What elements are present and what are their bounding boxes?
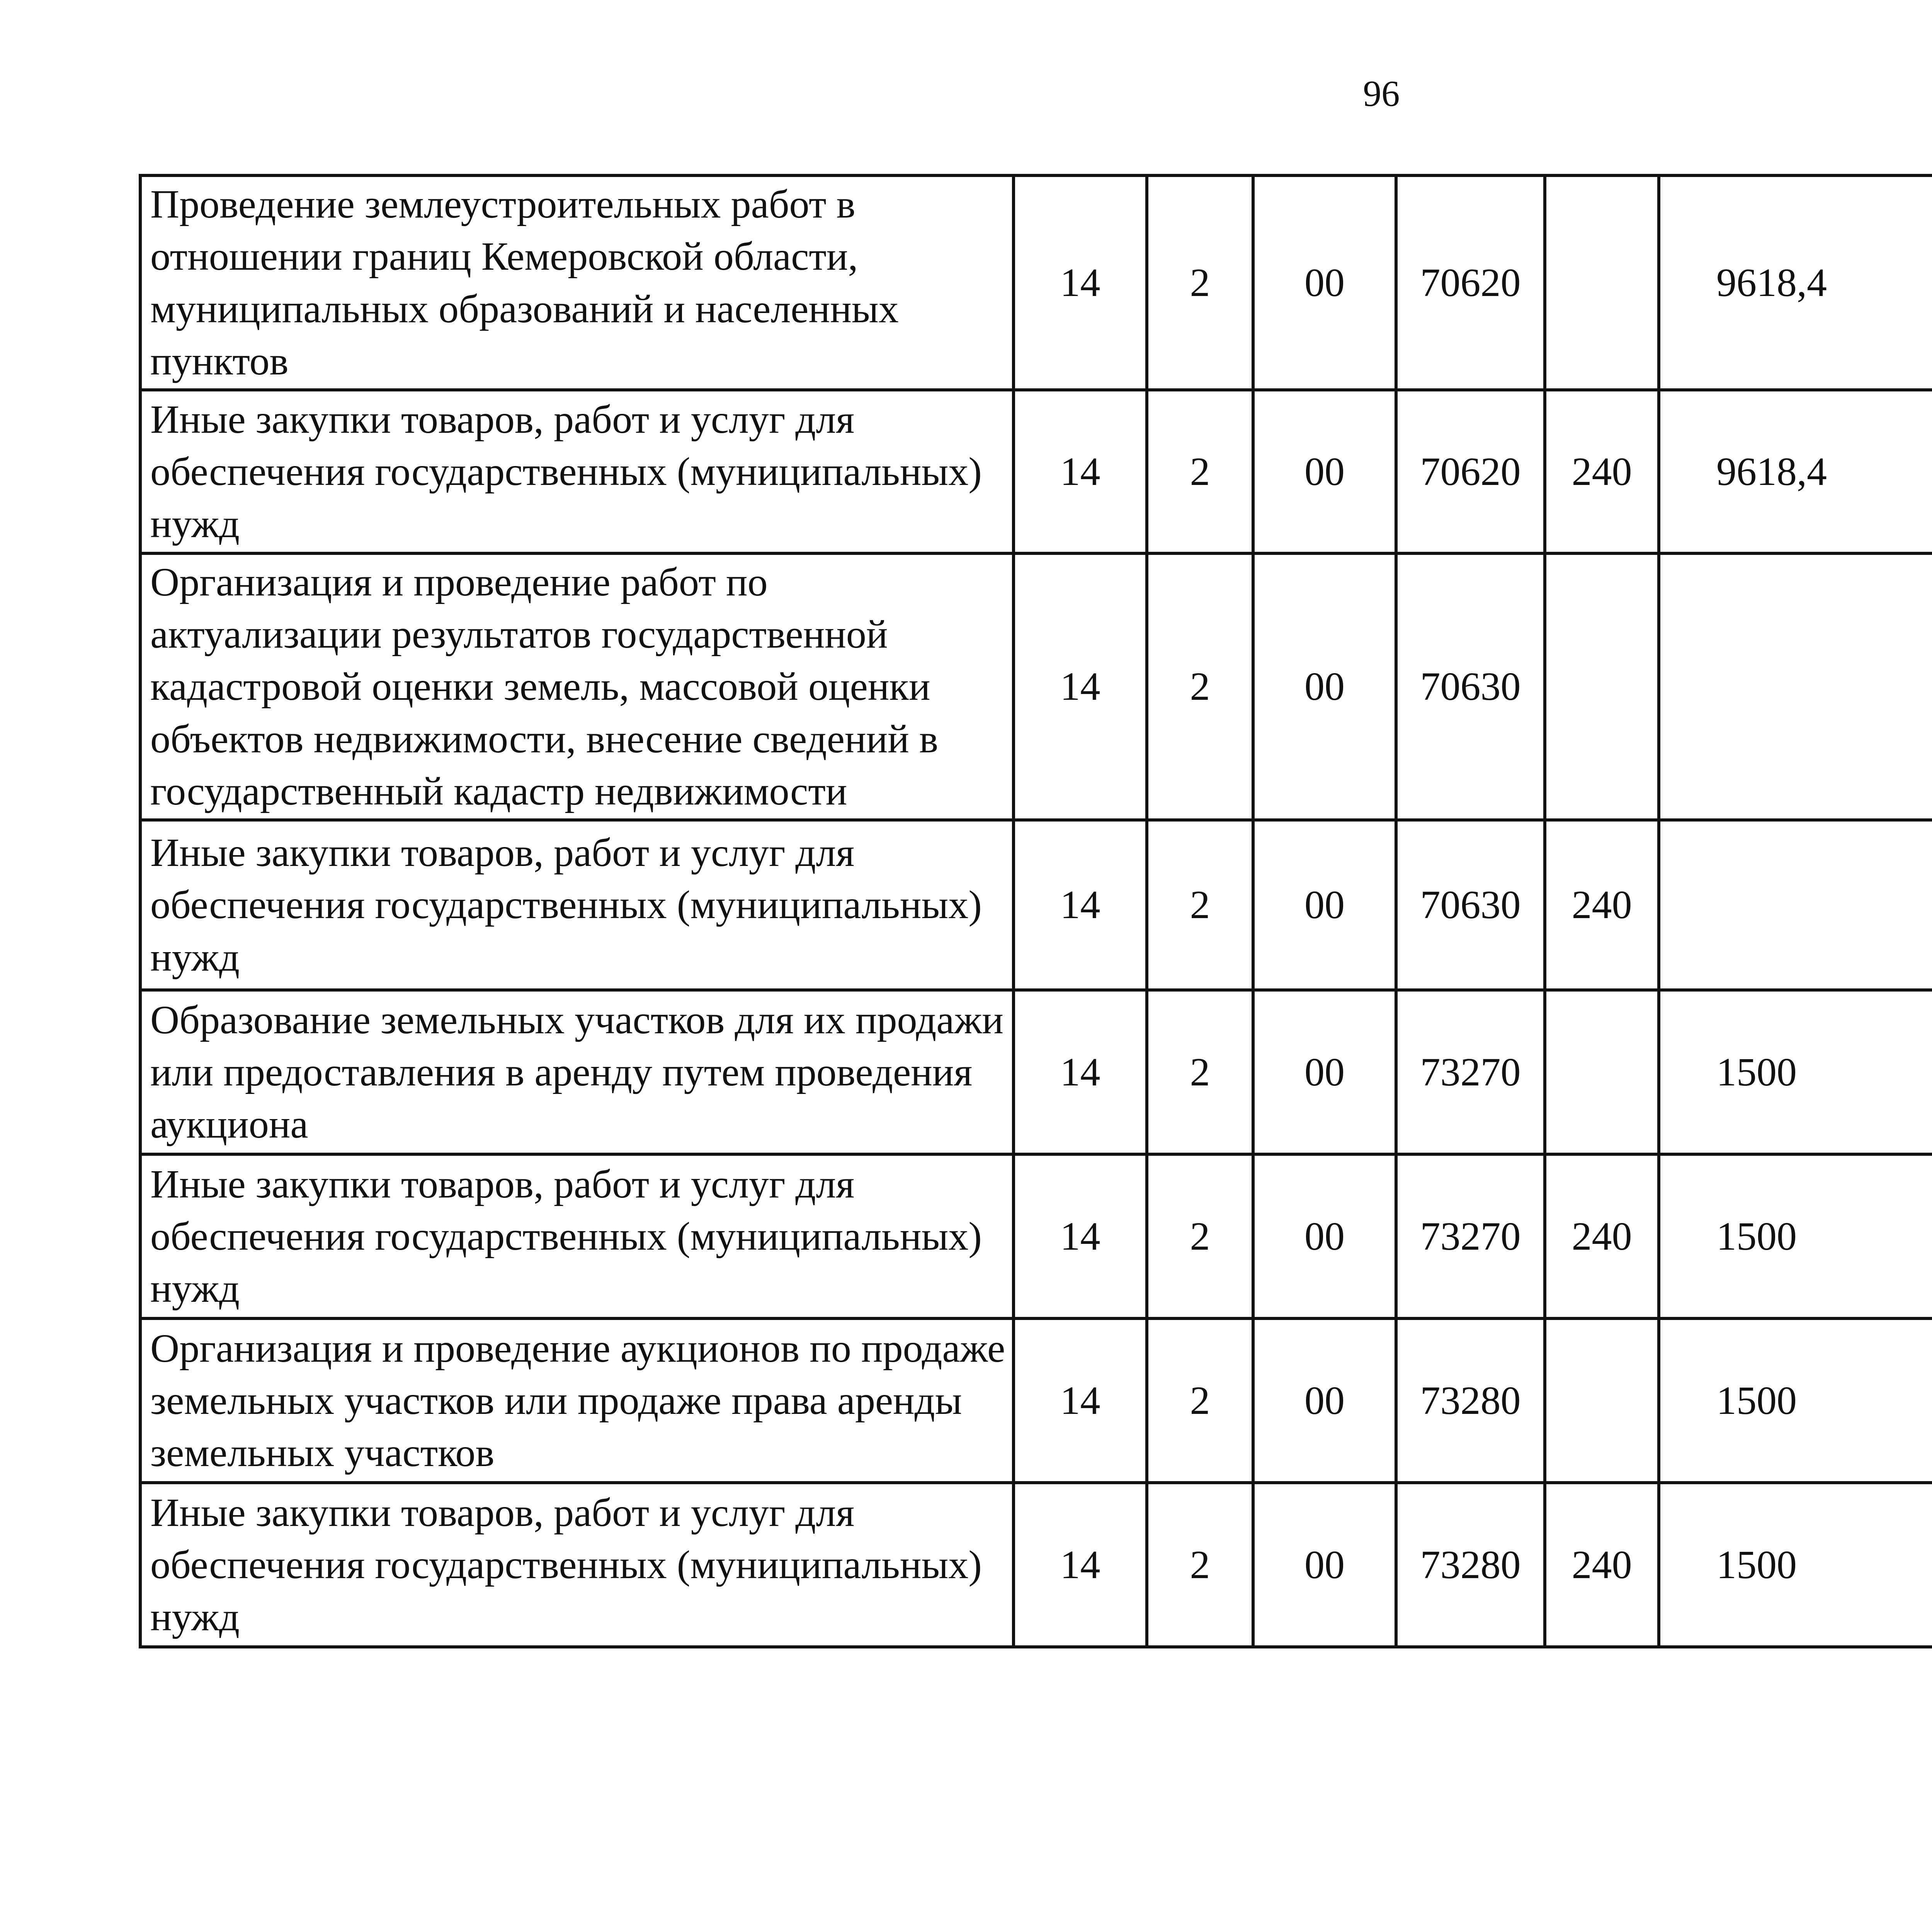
expense-type-code: 240	[1545, 820, 1659, 990]
amount-year-1: 1500	[1659, 1154, 1932, 1318]
expense-type-code: 240	[1545, 1483, 1659, 1647]
direction-code: 70620	[1396, 390, 1545, 553]
program-code: 00	[1253, 175, 1396, 390]
subsection-code: 2	[1147, 1483, 1253, 1647]
section-code: 14	[1014, 990, 1147, 1154]
section-code: 14	[1014, 820, 1147, 990]
row-description: Организация и проведение аукционов по продаже земельных участков или продаже права аренды земельных участков	[140, 1318, 1014, 1483]
program-code: 00	[1253, 553, 1396, 820]
expense-type-code: 240	[1545, 390, 1659, 553]
direction-code: 70630	[1396, 820, 1545, 990]
program-code: 00	[1253, 820, 1396, 990]
program-code: 00	[1253, 1154, 1396, 1318]
program-code: 00	[1253, 990, 1396, 1154]
table-row	[140, 990, 1932, 1154]
row-description: Образование земельных участков для их продажи или предоставления в аренду путем проведения аукциона	[140, 990, 1014, 1154]
amount-year-1: 9618,4	[1659, 390, 1932, 553]
amount-year-1	[1659, 553, 1932, 820]
subsection-code: 2	[1147, 553, 1253, 820]
table-row	[140, 820, 1932, 990]
subsection-code: 2	[1147, 820, 1253, 990]
program-code: 00	[1253, 1318, 1396, 1483]
program-code: 00	[1253, 1483, 1396, 1647]
subsection-code: 2	[1147, 990, 1253, 1154]
row-description: Иные закупки товаров, работ и услуг для обеспечения государственных (муниципальных) нужд	[140, 1154, 1014, 1318]
table-row	[140, 390, 1932, 553]
budget-table	[139, 174, 1932, 1648]
table-row	[140, 1154, 1932, 1318]
amount-year-1: 1500	[1659, 1318, 1932, 1483]
page-number: 96	[1363, 73, 1400, 114]
section-code: 14	[1014, 175, 1147, 390]
direction-code: 73270	[1396, 1154, 1545, 1318]
subsection-code: 2	[1147, 1318, 1253, 1483]
subsection-code: 2	[1147, 390, 1253, 553]
expense-type-code: 240	[1545, 1154, 1659, 1318]
direction-code: 73280	[1396, 1483, 1545, 1647]
expense-type-code	[1545, 553, 1659, 820]
section-code: 14	[1014, 1318, 1147, 1483]
amount-year-1: 9618,4	[1659, 175, 1932, 390]
row-description: Проведение землеустроительных работ в отношении границ Кемеровской области, муниципальных образований и населенных пунктов	[140, 175, 1014, 390]
row-description: Организация и проведение работ по актуализации результатов государственной кадастровой оценки земель, массовой оценки объектов недвижимости, внесение сведений в государственный кадастр недвижимости	[140, 553, 1014, 820]
table-row	[140, 1483, 1932, 1647]
expense-type-code	[1545, 990, 1659, 1154]
section-code: 14	[1014, 1483, 1147, 1647]
section-code: 14	[1014, 390, 1147, 553]
direction-code: 70620	[1396, 175, 1545, 390]
section-code: 14	[1014, 553, 1147, 820]
row-description: Иные закупки товаров, работ и услуг для обеспечения государственных (муниципальных) нужд	[140, 1483, 1014, 1647]
amount-year-1: 1500	[1659, 990, 1932, 1154]
expense-type-code	[1545, 175, 1659, 390]
amount-year-1	[1659, 820, 1932, 990]
subsection-code: 2	[1147, 1154, 1253, 1318]
row-description: Иные закупки товаров, работ и услуг для обеспечения государственных (муниципальных) нужд	[140, 390, 1014, 553]
subsection-code: 2	[1147, 175, 1253, 390]
program-code: 00	[1253, 390, 1396, 553]
table-row	[140, 1318, 1932, 1483]
section-code: 14	[1014, 1154, 1147, 1318]
table-row	[140, 553, 1932, 820]
direction-code: 73270	[1396, 990, 1545, 1154]
expense-type-code	[1545, 1318, 1659, 1483]
direction-code: 73280	[1396, 1318, 1545, 1483]
amount-year-1: 1500	[1659, 1483, 1932, 1647]
direction-code: 70630	[1396, 553, 1545, 820]
table-row	[140, 175, 1932, 390]
row-description: Иные закупки товаров, работ и услуг для обеспечения государственных (муниципальных) нужд	[140, 820, 1014, 990]
